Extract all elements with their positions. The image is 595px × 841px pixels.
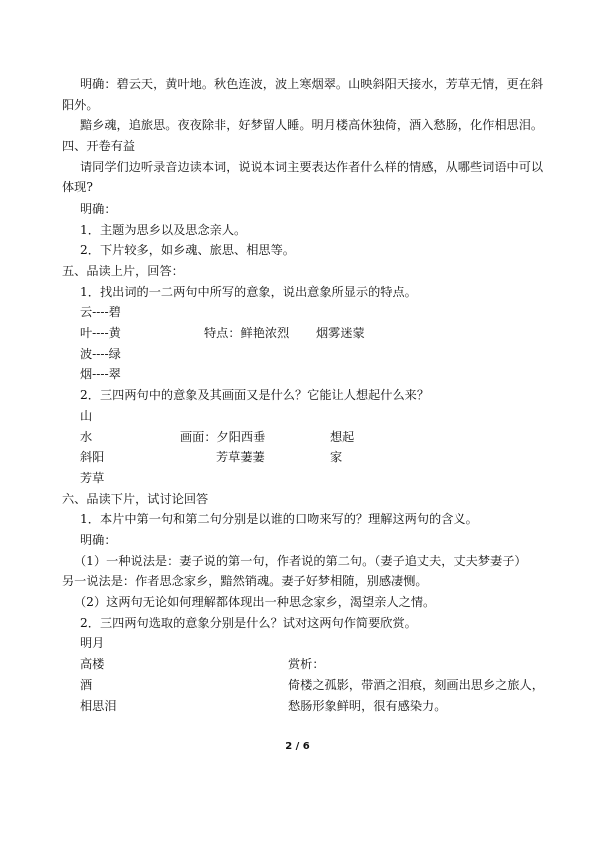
answer-item-1: 1．主题为思乡以及思念亲人。 <box>80 222 247 237</box>
imagery-item: 酒 <box>80 677 93 692</box>
answer-line-2: 阳外。 <box>62 97 99 112</box>
section-heading-4: 四、开卷有益 <box>62 139 136 154</box>
answer-label: 明确： <box>80 201 117 216</box>
imagery-item: 水 <box>80 429 93 444</box>
question-line-2: 体现? <box>62 180 93 195</box>
answer-6-1: （1）一种说法是：妻子说的第一句，作者说的第二句。（妻子追丈夫，丈夫梦妻子） <box>74 553 527 568</box>
picture-desc-2: 芳草萋萋 <box>216 450 265 465</box>
answer-line-1: 明确：碧云天，黄叶地。秋色连波，波上寒烟翠。山映斜阳天接水，芳草无情，更在斜 <box>80 77 544 91</box>
section-heading-5: 五、品读上片，回答： <box>62 264 184 279</box>
question-line-1: 请同学们边听录音边读本词，说说本词主要表达作者什么样的情感，从哪些词语中可以 <box>80 159 544 174</box>
evoke-2: 家 <box>330 450 343 465</box>
imagery-pair: 烟----翠 <box>80 367 121 382</box>
picture-desc-1: 画面：夕阳西垂 <box>180 429 266 444</box>
question-5-1: 1．找出词的一二两句中所写的意象，说出意象所显示的特点。 <box>80 284 417 299</box>
appreciation-text-1: 倚楼之孤影，带酒之泪痕，刻画出思乡之旅人， <box>288 677 544 692</box>
question-6-2: 2．三四两句选取的意象分别是什么？试对这两句作简要欣赏。 <box>80 615 417 630</box>
imagery-item: 山 <box>80 408 93 423</box>
imagery-item: 明月 <box>80 636 105 651</box>
answer-label: 明确： <box>80 532 117 547</box>
evoke-1: 想起 <box>330 429 355 444</box>
appreciation-text-2: 愁肠形象鲜明，很有感染力。 <box>288 698 447 713</box>
question-5-2: 2．三四两句中的意象及其画面又是什么？它能让人想起什么来？ <box>80 388 430 403</box>
imagery-item: 相思泪 <box>80 698 117 713</box>
answer-6-2: 另一说法是：作者思念家乡，黯然销魂。妻子好梦相随，别感凄恻。 <box>62 574 428 589</box>
answer-item-2: 2．下片较多，如乡魂、旅思、相思等。 <box>80 243 295 258</box>
feature-extra: 烟雾迷蒙 <box>316 326 365 341</box>
imagery-item: 芳草 <box>80 470 105 485</box>
feature-label: 特点：鲜艳浓烈 <box>204 326 290 341</box>
imagery-pair: 叶----黄 <box>80 326 121 341</box>
section-heading-6: 六、品读下片，试讨论回答 <box>62 491 209 506</box>
page-number: 2 / 6 <box>285 741 310 752</box>
answer-6-3: （2）这两句无论如何理解都体现出一种思念家乡，渴望亲人之情。 <box>74 595 436 610</box>
question-6-1: 1．本片中第一句和第二句分别是以谁的口吻来写的？理解这两句的含义。 <box>80 512 478 527</box>
answer-line-3: 黯乡魂，追旅思。夜夜除非，好梦留人睡。明月楼高休独倚，酒入愁肠，化作相思泪。 <box>80 118 544 133</box>
appreciation-label: 赏析： <box>288 657 325 672</box>
imagery-item: 高楼 <box>80 657 105 672</box>
imagery-pair: 波----绿 <box>80 346 121 361</box>
imagery-item: 斜阳 <box>80 450 105 465</box>
imagery-pair: 云----碧 <box>80 305 121 320</box>
